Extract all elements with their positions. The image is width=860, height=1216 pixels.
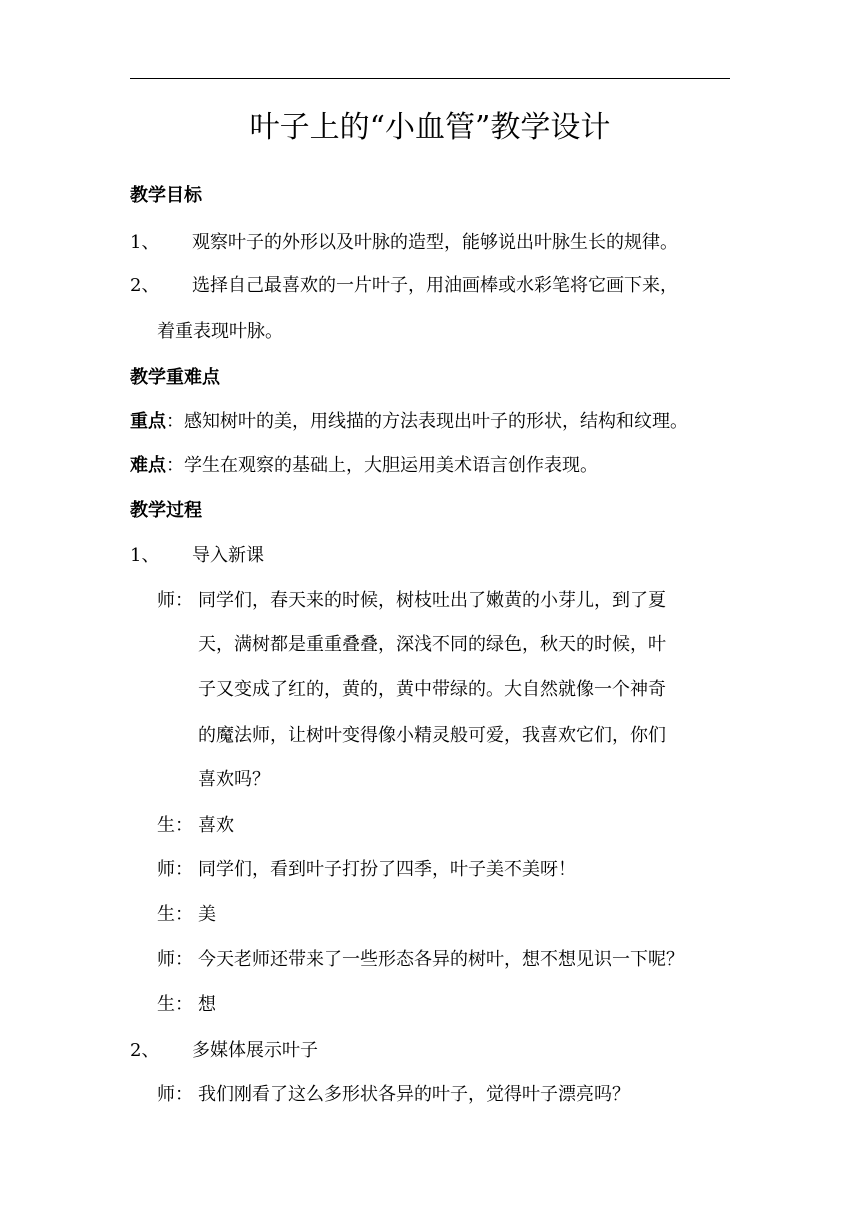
header-rule [130, 78, 730, 79]
speech-line: 天，满树都是重重叠叠，深浅不同的绿色，秋天的时候，叶 [198, 634, 666, 655]
speech-line: 子又变成了红的，黄的，黄中带绿的。大自然就像一个神奇 [198, 679, 666, 700]
objective-number: 1、 [130, 232, 160, 253]
speech-line: 的魔法师，让树叶变得像小精灵般可爱，我喜欢它们，你们 [198, 725, 666, 746]
speaker-label: 师： [157, 1084, 193, 1105]
key-point-label: 重点 [130, 411, 166, 432]
speaker-label: 师： [157, 949, 193, 970]
speaker-label: 生： [157, 994, 193, 1015]
step-number: 1、 [130, 545, 160, 566]
key-point [130, 410, 688, 434]
speaker-label: 生： [157, 815, 193, 836]
process-heading: 教学过程 [130, 500, 202, 521]
speech-text: 喜欢 [198, 815, 234, 836]
keypoints-heading: 教学重难点 [130, 367, 220, 388]
speech-line: 喜欢吗？ [198, 769, 270, 790]
speaker-label: 生： [157, 904, 193, 925]
difficult-point-text: ：学生在观察的基础上，大胆运用美术语言创作表现。 [166, 455, 598, 476]
objective-text: 选择自己最喜欢的一片叶子，用油画棒或水彩笔将它画下来， [192, 275, 678, 296]
step-title: 导入新课 [192, 545, 264, 566]
speaker-label: 师： [157, 590, 193, 611]
difficult-point-label: 难点 [130, 455, 166, 476]
speech-line: 同学们，春天来的时候，树枝吐出了嫩黄的小芽儿，到了夏 [198, 590, 666, 611]
speech-text: 今天老师还带来了一些形态各异的树叶，想不想见识一下呢？ [198, 949, 684, 970]
speech-text: 想 [198, 994, 216, 1015]
speech-text: 我们刚看了这么多形状各异的叶子，觉得叶子漂亮吗？ [198, 1084, 630, 1105]
objective-text: 观察叶子的外形以及叶脉的造型，能够说出叶脉生长的规律。 [192, 232, 678, 253]
objectives-heading: 教学目标 [130, 185, 202, 206]
objective-item-2-continued: 着重表现叶脉。 [157, 321, 283, 342]
document-title: 叶子上的“小血管”教学设计 [249, 110, 611, 145]
speech-text: 美 [198, 904, 216, 925]
step-title: 多媒体展示叶子 [192, 1040, 318, 1061]
step-number: 2、 [130, 1040, 160, 1061]
difficult-point [130, 454, 598, 478]
speech-text: 同学们，看到叶子打扮了四季，叶子美不美呀！ [198, 859, 576, 880]
objective-number: 2、 [130, 275, 160, 296]
speaker-label: 师： [157, 859, 193, 880]
key-point-text: ：感知树叶的美，用线描的方法表现出叶子的形状，结构和纹理。 [166, 411, 688, 432]
